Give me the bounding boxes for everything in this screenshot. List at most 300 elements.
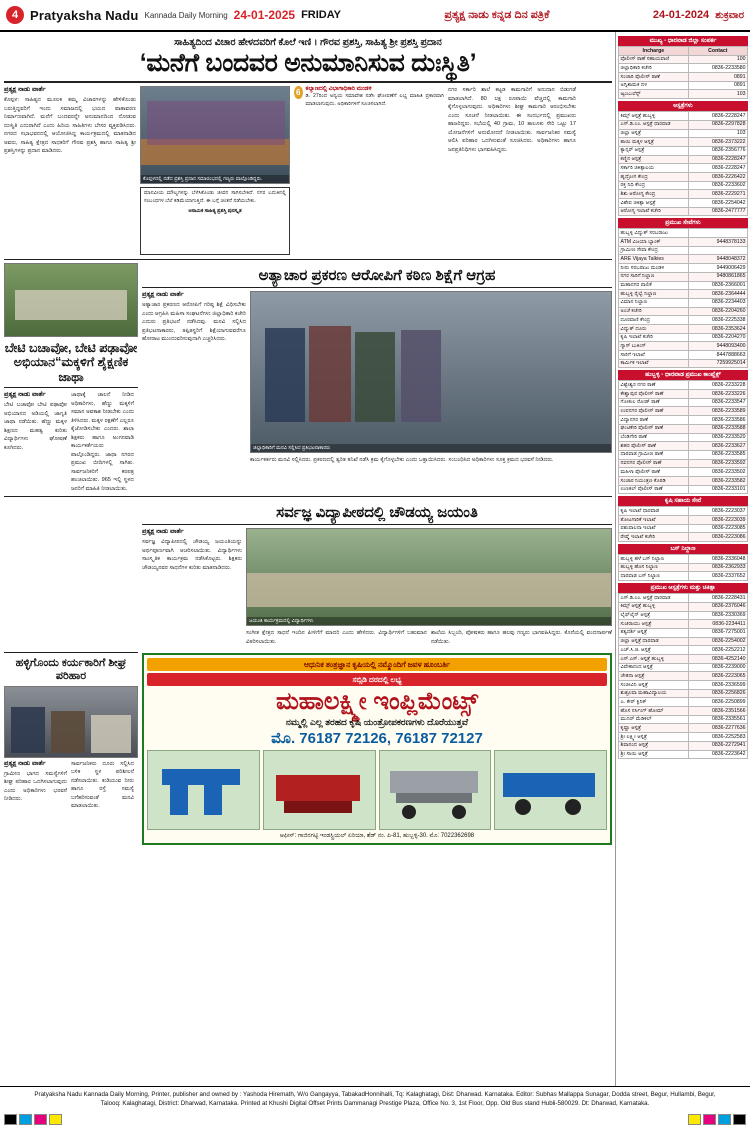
dir-label: ಕೃಷಿ ಇಲಾಖೆ ಕಚೇರಿ <box>619 333 689 342</box>
ad-product-photos <box>147 750 607 830</box>
masthead-day-kannada: ಶುಕ್ರವಾರ <box>715 9 745 21</box>
table-row <box>619 476 748 485</box>
feature-left <box>4 263 138 493</box>
table-row <box>619 424 748 433</box>
reg-swatch-k2 <box>733 1114 746 1125</box>
dir-label: ಹುಬ್ಬಳ್ಳಿ ರೈಲ್ವೆ ನಿಲ್ದಾಣ <box>619 290 689 299</box>
page-body <box>0 32 750 1086</box>
dir-label: ವಿದ್ಯುತ್ ದೂರು <box>619 324 689 333</box>
advertisement[interactable] <box>142 649 612 844</box>
notice-column-2 <box>448 86 576 255</box>
dir-number[interactable]: 0836-7275001 <box>688 628 747 637</box>
dir-number[interactable]: 0836-2228247 <box>688 112 747 121</box>
dir-section-title-2: ಪ್ರಮುಖ ಸೇವೆಗಳು <box>618 218 748 228</box>
table-row <box>619 646 748 655</box>
dir-label: ARE Vijaya Talkies <box>619 255 689 264</box>
dir-label: ಸಂಜೀವಿನಿ ಆಸ್ಪತ್ರೆ <box>619 681 689 690</box>
dir-label: ಅಂಚೆ ಕಚೇರಿ <box>619 307 689 316</box>
dir-number[interactable]: 103 <box>688 90 747 99</box>
dir-label: ಸಂಚಾರಿ ಪೊಲೀಸ್ ಠಾಣೆ <box>619 73 689 82</box>
table-row <box>619 190 748 199</box>
table-row <box>619 620 748 629</box>
dir-label: ತಾಯಿ ಮಕ್ಕಳ ಆಸ್ಪತ್ರೆ <box>619 138 689 147</box>
table-row <box>619 272 748 281</box>
table-row <box>619 750 748 759</box>
paper-subtitle: Kannada Daily Morning <box>144 10 228 20</box>
lead-headline: ‘ಮನೆಗೆ ಬಂದವರ ಅನುಮಾನಿಸುವ ದುಃಸ್ಥಿತಿ’ <box>139 49 477 77</box>
imprint-footer: Pratyaksha Nadu Kannada Daily Morning, Printer, publisher and owned by : Yashoda Hiremath, W/o Gangayya, TabakadHonnihalli, Tq: Kalaghatagi, Dist: Dharwad. Karnataka. Editor: Subhas Mallappa Sunagar, Dodda street, Begur, Hullambi, Begur, Talooq: Kalaghatagi, District: Dharwad, Karnataka. Printed at Khushi Digital Offset Prints Dammanagi Prestige Plaza, Office No. 3, 1st Floor, Opp. Old Bus stand Hubli-580029. Dt: Dharwad, Karnataka. <box>0 1086 750 1113</box>
table-row <box>619 359 748 368</box>
feature-left-text-2: ಜಾಥಾಕ್ಕೆ ಚಾಲನೆ ನೀಡಿದ ಅಧಿಕಾರಿಗಳು, ಹೆಣ್ಣು ಮಕ್ಕಳಿಗೆ ಸಮಾನ ಅವಕಾಶ ನೀಡಬೇಕು ಎಂದು ತಿಳಿಸಿದರು. ಮಕ್ಕಳ ರಕ್ಷಣೆಗೆ ಎಲ್ಲರೂ ಕೈಜೋಡಿಸಬೇಕು ಎಂದರು. ಶಾಲಾ ಶಿಕ್ಷಕರು ಹಾಗೂ ಅಂಗನವಾಡಿ ಕಾರ್ಯಕರ್ತೆಯರು ಪಾಲ್ಗೊಂಡಿದ್ದರು. ಜಾಥಾ ನಗರದ ಪ್ರಮುಖ ಬೀದಿಗಳಲ್ಲಿ ಸಾಗಿತು. ಸಾರ್ವಜನಿಕರಿಗೆ ಕರಪತ್ರ ಹಂಚಲಾಯಿತು. 965 ಇಲ್ಲಿ ಸ್ಥಳದ ಜನರಿಗೆ ಮಾಹಿತಿ ನೀಡಲಾಯಿತು. <box>71 392 134 492</box>
notice-column <box>294 86 444 255</box>
table-row <box>619 381 748 390</box>
ad-strip-subsidy: ಸಬ್ಸಿಡಿ ದರದಲ್ಲಿ ಲಭ್ಯ <box>147 673 607 686</box>
dir-label: ನವನಗರ ಪೊಲೀಸ್ ಠಾಣೆ <box>619 459 689 468</box>
table-row <box>619 398 748 407</box>
dir-label: ದೂರವಾಣಿ ಕೇಂದ್ರ <box>619 316 689 325</box>
table-row <box>619 307 748 316</box>
story-4-text-2: ಸಾರ್ವಜನಿಕರು ದೂರು ಸಲ್ಲಿಸಿದ ಬಳಿಕ ಸ್ಥಳ ಪರಿಶೀಲನೆ ನಡೆಸಲಾಯಿತು. ಕುಡಿಯುವ ನೀರು ಹಾಗೂ ರಸ್ತೆ ಸಮಸ್ಯೆ ಬಗೆಹರಿಸುವಂತೆ ಮನವಿ ಮಾಡಲಾಯಿತು. <box>71 760 134 810</box>
dir-label: ರೇಷ್ಮೆ ಇಲಾಖೆ ಕಚೇರಿ <box>619 533 689 542</box>
story-3-text-3: ಶಾಲೆಯ ಸಿಬ್ಬಂದಿ, ಪೋಷಕರು ಹಾಗೂ ಹಲವು ಗಣ್ಯರು ಭಾಗವಹಿಸಿದ್ದರು. ಕೊನೆಯಲ್ಲಿ ವಂದನಾರ್ಪಣೆ ನಡೆಯಿತು. <box>431 630 612 645</box>
table-row <box>619 342 748 351</box>
dir-label: ಮುನಿರ್ ಮೆಡಿಕಲ್ <box>619 715 689 724</box>
reg-swatch-k <box>4 1114 17 1125</box>
dir-section-title-5: ಬಸ್ ನಿಲ್ದಾಣ <box>618 544 748 554</box>
dir-number[interactable]: 0836-2364444 <box>688 290 747 299</box>
lead-photo-caption: ಕೊಪ್ಪಳದಲ್ಲಿ ನಡೆದ ಪ್ರಶಸ್ತಿ ಪ್ರದಾನ ಸಮಾರಂಭದಲ್ಲಿ ಗಣ್ಯರು ಪಾಲ್ಗೊಂಡಿದ್ದರು. <box>141 175 289 183</box>
dir-number[interactable]: 0836-2252583 <box>688 733 747 742</box>
notice-badge: 6 <box>294 86 303 99</box>
dir-label: ಗ್ಯಾಸ್ ಬುಕಿಂಗ್ <box>619 342 689 351</box>
story-4-text-1: ಗ್ರಾಮೀಣ ಭಾಗದ ಸಮಸ್ಯೆಗಳಿಗೆ ಶೀಘ್ರ ಪರಿಹಾರ ಒದಗಿಸಲಾಗುವುದು ಎಂದು ಅಧಿಕಾರಿಗಳು ಭರವಸೆ ನೀಡಿದರು. <box>4 770 67 803</box>
story-3-photo <box>246 528 612 626</box>
table-row <box>619 120 748 129</box>
story-2-photo-caption: ಜಿಲ್ಲಾಧಿಕಾರಿಗೆ ಮನವಿ ಸಲ್ಲಿಸಿದ ಪ್ರತಿಭಟನಾಕಾರರು <box>251 444 611 452</box>
paper-title-kannada: ಪ್ರತ್ಯಕ್ಷ ನಾಡು ಕನ್ನಡ ದಿನ ಪತ್ರಿಕೆ <box>444 8 550 21</box>
dir-label: ಕಾರ್ಮಿಕ ಇಲಾಖೆ <box>619 359 689 368</box>
dir-number[interactable]: 0836-2233627 <box>688 442 747 451</box>
dir-table-5 <box>618 554 748 581</box>
table-row <box>619 507 748 516</box>
table-row <box>619 324 748 333</box>
dir-number[interactable]: 0836-2250899 <box>688 698 747 707</box>
lead-column-1 <box>4 86 136 255</box>
ad-photo-rotavator <box>263 750 376 830</box>
table-row <box>619 516 748 525</box>
table-row <box>619 55 748 64</box>
dir-number[interactable] <box>688 246 747 255</box>
table-row <box>619 485 748 494</box>
dir-number[interactable]: 0836-2366001 <box>688 281 747 290</box>
dir-number[interactable]: 0836-2204260 <box>688 307 747 316</box>
lead-photo-column <box>140 86 290 255</box>
dir-label: ಶ್ರೀ ಲಕ್ಷ್ಮೀ ಆಸ್ಪತ್ರೆ <box>619 733 689 742</box>
dir-number[interactable]: 0836-2239000 <box>688 663 747 672</box>
story-2-text-1: ಅತ್ಯಾಚಾರ ಪ್ರಕರಣದ ಆರೋಪಿಗೆ ಗರಿಷ್ಠ ಶಿಕ್ಷೆ ವಿಧಿಸಬೇಕು ಎಂದು ಆಗ್ರಹಿಸಿ ಮಹಿಳಾ ಸಂಘಟನೆಗಳು ಜಿಲ್ಲಾಧಿಕಾರಿ ಕಚೇರಿ ಎದುರು ಪ್ರತಿಭಟನೆ ನಡೆಸಿದವು. ಮನವಿ ಸಲ್ಲಿಸಿದ ಪ್ರತಿಭಟನಾಕಾರರು, ತಪ್ಪಿತಸ್ಥರಿಗೆ ಶಿಕ್ಷೆಯಾಗುವವರೆಗೂ ಹೋರಾಟ ಮುಂದುವರಿಸುವುದಾಗಿ ಎಚ್ಚರಿಸಿದರು. <box>142 302 246 343</box>
lead-kicker: ಸಾಹಿತ್ಯದಿಂದ ವಿಚಾರ ಹೇಳದವರಿಗೆ ಕೊಲೆ ಇಣಿ । ಗೌರವ ಪ್ರಶಸ್ತಿ, ಸಾಹಿತ್ಯ ಶ್ರೀ ಪ್ರಶಸ್ತಿ ಪ್ರದಾನ <box>174 37 442 48</box>
dir-label: ಕ್ಯಾನ್ಸರ್ ಆಸ್ಪತ್ರೆ <box>619 146 689 155</box>
ad-strip-top: ಆಧುನಿಕ ತಂತ್ರಜ್ಞಾನ ಕೃಷಿಯಲ್ಲಿ ನಮ್ಮೊಂದಿಗೆ ಜವಳ ಹೂಂಬರ್ತಿ <box>147 658 607 671</box>
ad-title: ಮಹಾಲಕ್ಷ್ಮೀ ಇಂಪ್ಲಿಮೆಂಟ್ಸ್ <box>275 688 479 716</box>
dir-label: ಉಣಕಲ್ ಪೊಲೀಸ್ ಠಾಣೆ <box>619 485 689 494</box>
dir-number[interactable]: 0836-2336048 <box>688 555 747 564</box>
masthead-day: FRIDAY <box>301 9 341 21</box>
dir-number[interactable]: 0836-2362933 <box>688 563 747 572</box>
dir-label: ಪೊಲೀಸ್ ಠಾಣೆ ಸಹಾಯವಾಣಿ <box>619 55 689 64</box>
dir-label: ಜಿಲ್ಲಾ ಆಸ್ಪತ್ರೆ <box>619 129 689 138</box>
dir-number[interactable]: 0836-2204270 <box>688 333 747 342</box>
dir-label: ಮಹಾನಗರ ಪಾಲಿಕೆ <box>619 281 689 290</box>
dir-label: ತತ್ವದರ್ಶಿ ಆಸ್ಪತ್ರೆ <box>619 628 689 637</box>
dir-label: ಆರೋಗ್ಯ ಇಲಾಖೆ ಕಚೇರಿ <box>619 207 689 216</box>
feature-left-byline: ಪ್ರತ್ಯಕ್ಷ ನಾಡು ವಾರ್ತೆ <box>4 391 46 399</box>
dir-number[interactable]: 0836-2233547 <box>688 398 747 407</box>
dir-number[interactable]: 0836-2335561 <box>688 715 747 724</box>
dir-number[interactable]: 0836-2254042 <box>688 199 747 208</box>
dir-label: ಎ. ಕೇರ್ ಕ್ಲಿನಿಕ್ <box>619 698 689 707</box>
table-row <box>619 594 748 603</box>
table-row <box>619 555 748 564</box>
dir-table-4 <box>618 506 748 542</box>
dir-label: ಹುಬ್ಬಳ್ಳಿ ಹೊಸ ನಿಲ್ದಾಣ <box>619 563 689 572</box>
dir-label: ಹುಬ್ಬಳ್ಳಿ ಹಳೆ ಬಸ್ ನಿಲ್ದಾಣ <box>619 555 689 564</box>
lead-text-1: ಕೊಪ್ಪಳ: ಸಾಹಿತ್ಯದ ಮೂಲಕ ತಮ್ಮ ವಿಚಾರಗಳನ್ನು ಹೇಳಿಕೊಂಡು ಬರುತ್ತಿದ್ದವರಿಗೆ ಇಂದು ಸಮಾಜದಲ್ಲಿ ಭಯದ ವಾತಾವರಣ ನಿರ್ಮಾಣವಾಗಿದೆ. ಮನೆಗೆ ಬಂದವರನ್ನೇ ಅನುಮಾನದಿಂದ ನೋಡುವ ದುಃಸ್ಥಿತಿ ಎದುರಾಗಿದೆ ಎಂದು ಹಿರಿಯ ಸಾಹಿತಿಗಳು ಬೇಸರ ವ್ಯಕ್ತಪಡಿಸಿದರು. ನಗರದ ಸಭಾಭವನದಲ್ಲಿ ಆಯೋಜಿಸಿದ್ದ ಕಾರ್ಯಕ್ರಮದಲ್ಲಿ ಮಾತನಾಡಿದ ಅವರು, ಸಾಹಿತ್ಯ ಕ್ಷೇತ್ರದ ಸಾಧಕರಿಗೆ ಗೌರವ ಪ್ರಶಸ್ತಿ ಹಾಗೂ ಸಾಹಿತ್ಯ ಶ್ರೀ ಪ್ರಶಸ್ತಿಗಳನ್ನು ಪ್ರದಾನ ಮಾಡಿದರು. <box>4 97 136 154</box>
table-row <box>619 181 748 190</box>
dir-number[interactable] <box>688 229 747 238</box>
dir-label: ನಗರ ಸಾರಿಗೆ ನಿಲ್ದಾಣ <box>619 272 689 281</box>
dir-number[interactable]: 0836-2373222 <box>688 138 747 147</box>
table-row <box>619 81 748 90</box>
dir-number[interactable]: 0891 <box>688 81 747 90</box>
dir-number[interactable]: 0836-2233588 <box>688 424 747 433</box>
lead-byline: ಪ್ರತ್ಯಕ್ಷ ನಾಡು ವಾರ್ತೆ <box>4 86 46 93</box>
dir-number[interactable]: 0836-2272941 <box>688 741 747 750</box>
table-row <box>619 146 748 155</box>
story-3-text-1: ಸರ್ವಜ್ಞ ವಿದ್ಯಾಪೀಠದಲ್ಲಿ ಚೌಡಯ್ಯ ಜಯಂತಿಯನ್ನು ಅರ್ಥಪೂರ್ಣವಾಗಿ ಆಚರಿಸಲಾಯಿತು. ವಿದ್ಯಾರ್ಥಿಗಳು ಸಾಂಸ್ಕೃತಿಕ ಕಾರ್ಯಕ್ರಮ ನಡೆಸಿಕೊಟ್ಟರು. ಶಿಕ್ಷಕರು ಚೌಡಯ್ಯನವರ ಸಾಧನೆಗಳ ಕುರಿತು ಮಾತನಾಡಿದರು. <box>142 539 242 571</box>
masthead-date-kannada: 24-01-2024 <box>652 9 710 21</box>
dir-label: ಜಿಲ್ಲಾ ಆಸ್ಪತ್ರೆ ಧಾರವಾಡ <box>619 637 689 646</box>
dir-number[interactable]: 0836-2233592 <box>688 459 747 468</box>
dir-number[interactable]: 0836-2233520 <box>688 433 747 442</box>
dir-label: ಹುಬ್ಬಳ್ಳಿ ವಿದ್ಯುತ್ ಸರಬರಾಜು <box>619 229 689 238</box>
dir-number[interactable]: 0836-2233502 <box>688 468 747 477</box>
dir-number[interactable]: 0836-2233580 <box>688 64 747 73</box>
dir-label: ಕೃಷ್ಣಾ ಆಸ್ಪತ್ರೆ <box>619 724 689 733</box>
dir-number[interactable]: 0836-2233585 <box>688 450 747 459</box>
dir-label: ಶ್ರೀ ಸಾಯಿ ಆಸ್ಪತ್ರೆ <box>619 750 689 759</box>
table-row <box>619 246 748 255</box>
feature-left-photo <box>4 263 138 337</box>
dir-number[interactable]: 0836-2337652 <box>688 572 747 581</box>
dir-label: ಕಣ್ಣಿನ ಆಸ್ಪತ್ರೆ <box>619 155 689 164</box>
ad-photo-plough <box>147 750 260 830</box>
dir-section-title-4: ಕೃಷಿ ಸಹಾಯ ಸೇವೆ <box>618 496 748 506</box>
dir-number[interactable]: 0836-4252140 <box>688 654 747 663</box>
story-3-spacer-left <box>4 500 138 646</box>
story-2-photo <box>250 291 612 453</box>
dir-number[interactable]: 0836-2234411 <box>688 620 747 629</box>
table-row <box>619 707 748 716</box>
registration-bar <box>0 1113 750 1127</box>
dir-number[interactable]: 0836-2252212 <box>688 646 747 655</box>
reg-swatch-y <box>49 1114 62 1125</box>
editorial-area <box>0 32 615 1086</box>
dir-number[interactable]: 0836-2223039 <box>688 516 747 525</box>
table-row <box>619 433 748 442</box>
table-row <box>619 689 748 698</box>
table-row <box>619 663 748 672</box>
dir-number[interactable]: 9449006429 <box>688 264 747 273</box>
dir-number[interactable]: 0836-2277636 <box>688 724 747 733</box>
feature-left-text-1: ಬೇಟಿ ಬಚಾವೋ ಬೇಟಿ ಪಢಾವೋ ಅಭಿಯಾನದ ಅಡಿಯಲ್ಲಿ ಜಾಗೃತಿ ಜಾಥಾ ನಡೆಯಿತು. ಹೆಣ್ಣು ಮಕ್ಕಳ ಶಿಕ್ಷಣದ ಮಹತ್ವ ಕುರಿತು ವಿದ್ಯಾರ್ಥಿಗಳು ಘೋಷಣೆ ಕೂಗಿದರು. <box>4 402 67 451</box>
masthead <box>0 0 750 32</box>
dir-label: ಶುಶ್ರೂಷಾ ಮಹಾವಿದ್ಯಾಲಯ <box>619 689 689 698</box>
table-row <box>619 281 748 290</box>
dir-number[interactable]: 0836-2234403 <box>688 298 747 307</box>
table-row <box>619 390 748 399</box>
dir-number[interactable]: 0836-2228431 <box>688 594 747 603</box>
dir-label: ಗೋಕುಲ ರೋಡ್ ಠಾಣೆ <box>619 398 689 407</box>
dir-label: ಸುಚಿರಾಯು ಆಸ್ಪತ್ರೆ <box>619 620 689 629</box>
table-row <box>619 468 748 477</box>
table-row <box>619 172 748 181</box>
dir-number[interactable]: 0836-2351566 <box>688 707 747 716</box>
story-4-headline: ಹಳ್ಳಿಗೊಂದು ಕರ್ಯಕಾರಿಗೆ ಶೀಘ್ರ ಪರಿಹಾರ <box>15 657 127 683</box>
table-row <box>619 316 748 325</box>
dir-label: ಜಿಲ್ಲಾಧಿಕಾರಿ ಕಚೇರಿ <box>619 64 689 73</box>
story-3-byline: ಪ್ರತ್ಯಕ್ಷ ನಾಡು ವಾರ್ತೆ <box>142 528 184 536</box>
dir-number[interactable]: 0836-2223642 <box>688 750 747 759</box>
dir-number[interactable]: 0836-2233101 <box>688 485 747 494</box>
dir-label: ಶಿವಾನಂದ ಆಸ್ಪತ್ರೆ <box>619 741 689 750</box>
dir-colhead-incharge: Incharge <box>619 47 689 56</box>
dir-label: ಸಾರಿಗೆ ಇಲಾಖೆ <box>619 351 689 360</box>
dir-number[interactable]: 0836-2353624 <box>688 324 747 333</box>
notice-column-text: ನಗರ ಸರ್ಕಾರಿ ಶಾಲೆ ಕಟ್ಟಡ ಕಾಮಗಾರಿಗೆ ಅನುದಾನ ಬಿಡುಗಡೆ ಮಾಡಲಾಗಿದೆ. 80 ಲಕ್ಷ ರೂಪಾಯಿ ವೆಚ್ಚದಲ್ಲಿ ಕಾಮಗಾರಿ ಕೈಗೊಳ್ಳಲಾಗುವುದು. ಅಧಿಕಾರಿಗಳು ಶೀಘ್ರ ಕಾಮಗಾರಿ ಆರಂಭಿಸಬೇಕು ಎಂದು ಸೂಚನೆ ನೀಡಲಾಯಿತು. ಈ ಸಂದರ್ಭದಲ್ಲಿ ಪ್ರಮುಖರು ಹಾಜರಿದ್ದರು. ಸಭೆಯಲ್ಲಿ 40 ಗ್ರಾಮ, 10 ತಾಲೂಕು ಸೇರಿ ಒಟ್ಟು 17 ಯೋಜನೆಗಳಿಗೆ ಅನುಮೋದನೆ ನೀಡಲಾಯಿತು. ಸಾರ್ವಜನಿಕರ ಸಮಸ್ಯೆ ಆಲಿಸಿ ಪರಿಹಾರ ಒದಗಿಸುವಂತೆ ಸೂಚಿಸಿದರು. ಅಧಿಕಾರಿಗಳು ಹಾಗೂ ಜನಪ್ರತಿನಿಧಿಗಳು ಭಾಗವಹಿಸಿದ್ದರು. <box>448 87 576 153</box>
dir-number[interactable]: 0836-2229271 <box>688 190 747 199</box>
dir-number[interactable]: 9448093400 <box>688 342 747 351</box>
dir-label: ಕೃಷಿ ಇಲಾಖೆ ಧಾರವಾಡ <box>619 507 689 516</box>
masthead-date: 24-01-2025 <box>233 8 296 22</box>
dir-number[interactable]: 0836-2223037 <box>688 507 747 516</box>
dir-label: ಸಂಚಾರ ನಿಯಂತ್ರಣ ಕೊಠಡಿ <box>619 476 689 485</box>
table-row <box>619 741 748 750</box>
table-row <box>619 602 748 611</box>
table-row <box>619 524 748 533</box>
dir-number[interactable]: 0836-2297828 <box>688 120 747 129</box>
table-row <box>619 681 748 690</box>
dir-number[interactable]: 0836-2233589 <box>688 407 747 416</box>
story-2 <box>142 263 612 493</box>
paper-title: Pratyaksha Nadu <box>30 7 139 23</box>
dir-label: ಕೇಶ್ವಾಪುರ ಪೊಲೀಸ್ ಠಾಣೆ <box>619 390 689 399</box>
table-row <box>619 129 748 138</box>
dir-label: ಉಪನಗರ ಪೊಲೀಸ್ ಠಾಣೆ <box>619 407 689 416</box>
dir-label: ನೀರು ಸರಬರಾಜು ಮಂಡಳಿ <box>619 264 689 273</box>
table-row <box>619 572 748 581</box>
dir-number[interactable]: 0836-2228247 <box>688 155 747 164</box>
dir-label: ವಿಶೇಷ ಚಿಕಿತ್ಸಾ ಆಸ್ಪತ್ರೆ <box>619 199 689 208</box>
story-4-photo <box>4 686 138 758</box>
table-row <box>619 450 748 459</box>
feature-left-headline: ಬೇಟಿ ಬಚಾವೋ, ಬೇಟಿ ಪಢಾವೋ ಅಭಿಯಾನ“ಮಕ್ಕಳಿಗೆ ಶೈಕ್ಷಣಿಕ ಜಾಥಾ <box>4 341 138 384</box>
dir-label: ಧಾರವಾಡ ಬಸ್ ನಿಲ್ದಾಣ <box>619 572 689 581</box>
side-note-box <box>140 187 290 255</box>
table-row <box>619 672 748 681</box>
table-row <box>619 654 748 663</box>
story-2-byline: ಪ್ರತ್ಯಕ್ಷ ನಾಡು ವಾರ್ತೆ <box>142 291 184 299</box>
dir-label: ಪಶುಪಾಲನಾ ಇಲಾಖೆ <box>619 524 689 533</box>
table-row <box>619 155 748 164</box>
table-row <box>619 333 748 342</box>
reg-swatch-c <box>19 1114 32 1125</box>
dir-number[interactable]: 0836-2356776 <box>688 146 747 155</box>
dir-number[interactable]: 0836-2228247 <box>688 164 747 173</box>
dir-number[interactable]: 0836-2226422 <box>688 172 747 181</box>
dir-label: ವಿವೇಕಾನಂದ ಆಸ್ಪತ್ರೆ <box>619 663 689 672</box>
dir-number[interactable]: 0836-2233582 <box>688 476 747 485</box>
story-3-headline: ಸರ್ವಜ್ಞ ವಿದ್ಯಾಪೀಠದಲ್ಲಿ ಚೌಡಯ್ಯ ಜಯಂತಿ <box>276 504 478 522</box>
reg-swatch-m <box>34 1114 47 1125</box>
table-row <box>619 637 748 646</box>
dir-label: ಧಾರವಾಡ ಗ್ರಾಮೀಣ ಠಾಣೆ <box>619 450 689 459</box>
table-row <box>619 459 748 468</box>
dir-number[interactable]: 8447888663 <box>688 351 747 360</box>
dir-table-6 <box>618 593 748 759</box>
ad-photo-trailer <box>494 750 607 830</box>
dir-label: ಗ್ರಾಮೀಣ ಸೇವಾ ಕೇಂದ್ರ <box>619 246 689 255</box>
page-number-badge: 4 <box>6 6 24 24</box>
dir-label: ಸರ್ಕಾರಿ ಚಿಕಿತ್ಸಾಲಯ <box>619 164 689 173</box>
dir-number[interactable]: 0836-2233602 <box>688 181 747 190</box>
dir-number[interactable]: 0836-2225338 <box>688 316 747 325</box>
dir-number[interactable]: 0836-2330369 <box>688 611 747 620</box>
dir-number[interactable]: 0836-2477777 <box>688 207 747 216</box>
dir-number[interactable]: 9448048372 <box>688 255 747 264</box>
table-row <box>619 255 748 264</box>
table-row <box>619 351 748 360</box>
dir-label: ಹೊಸ ನರ್ಸಿಂಗ್ ಹೋಮ್ <box>619 707 689 716</box>
story-3-photo-caption: ಜಯಂತಿ ಕಾರ್ಯಕ್ರಮದಲ್ಲಿ ವಿದ್ಯಾರ್ಥಿಗಳು <box>247 617 611 625</box>
dir-number[interactable]: 0836-2233586 <box>688 416 747 425</box>
dir-label: ATM ವಿಜಯಾ ಬ್ಯಾಂಕ್ <box>619 238 689 247</box>
dir-label: ಲೈಫ್‌ಲೈನ್ ಆಸ್ಪತ್ರೆ <box>619 611 689 620</box>
dir-number[interactable]: 0836-2256826 <box>688 689 747 698</box>
dir-label: ಹೃದ್ರೋಗ ಕೇಂದ್ರ <box>619 172 689 181</box>
notice-title: ಕಲ್ಯಾಣದಲ್ಲಿ ವಿಭಾಗಾಧಿಕಾರಿ ಮಂಡಳಿ <box>305 86 372 92</box>
dir-label: ಎಸ್.ಎಸ್. ಆಸ್ಪತ್ರೆ ಹುಬ್ಬಳ್ಳಿ <box>619 654 689 663</box>
dir-label: ಶಿಶು ಆರೋಗ್ಯ ಕೇಂದ್ರ <box>619 190 689 199</box>
notice-text: ಡಿ. 27ರಿಂದ ಅನ್ವಯ ಸಮಾವೇಶ ನಡೆಸಿ ಘೋಷಣೆಗೆ ಲಭ್ಯ ಮಾಹಿತಿ ಪ್ರಕಾರವಾಗಿ ಮಾಡಲಾಗುವುದು. ಅಧಿಕಾರಿಗಳಿಗೆ ಸೂಚಿಸಲಾಗಿದೆ. <box>305 93 444 107</box>
dir-label: ತೋಟಗಾರಿಕೆ ಇಲಾಖೆ <box>619 516 689 525</box>
table-row <box>619 164 748 173</box>
dir-label: ಎಸ್.ಡಿ.ಎಂ. ಆಸ್ಪತ್ರೆ ಧಾರವಾಡ <box>619 120 689 129</box>
dir-number[interactable]: 7259925014 <box>688 359 747 368</box>
dir-number[interactable]: 9448378133 <box>688 238 747 247</box>
story-4 <box>4 649 138 844</box>
side-note-caption: ಅನಾಮಿಕ ಸಾಹಿತ್ಯ ಪ್ರಶಸ್ತಿ ಪುರಸ್ಕೃತ <box>188 207 242 214</box>
dir-section-title-0: ಮುಖ್ಯ - ಧಾರವಾಡ ಜಿಲ್ಲಾ ಸಂಪರ್ಕ <box>618 36 748 46</box>
reg-swatch-m2 <box>703 1114 716 1125</box>
dir-section-title-1: ಆಸ್ಪತ್ರೆಗಳು <box>618 101 748 111</box>
table-row <box>619 533 748 542</box>
story-3 <box>142 500 612 646</box>
dir-number[interactable]: 0836-2233228 <box>688 381 747 390</box>
table-row <box>619 407 748 416</box>
reg-swatch-c2 <box>718 1114 731 1125</box>
table-row <box>619 73 748 82</box>
dir-number[interactable]: 0836-2223065 <box>688 672 747 681</box>
dir-number[interactable]: 0891 <box>688 73 747 82</box>
table-row <box>619 563 748 572</box>
dir-number[interactable]: 0836-2254002 <box>688 637 747 646</box>
dir-label: ಘಂಟಿಕೇರಿ ಪೊಲೀಸ್ ಠಾಣೆ <box>619 424 689 433</box>
dir-label: ಎಸ್.ಡಿ.ಎಂ. ಆಸ್ಪತ್ರೆ ಧಾರವಾಡ <box>619 594 689 603</box>
dir-label: ಬೆಂಡಿಗೇರಿ ಠಾಣೆ <box>619 433 689 442</box>
dir-number[interactable]: 0836-2376046 <box>688 602 747 611</box>
directory-panel <box>615 32 750 1086</box>
ad-phone[interactable]: ಮೊ. 76187 72126, 76187 72127 <box>271 729 483 747</box>
dir-label: ಶಹರ ಪೊಲೀಸ್ ಠಾಣೆ <box>619 442 689 451</box>
dir-number[interactable]: 103 <box>688 129 747 138</box>
dir-number[interactable]: 0836-2233226 <box>688 390 747 399</box>
table-row <box>619 416 748 425</box>
table-row <box>619 112 748 121</box>
dir-number[interactable]: 0836-2223086 <box>688 533 747 542</box>
dir-table-3 <box>618 380 748 494</box>
table-row <box>619 138 748 147</box>
table-row <box>619 298 748 307</box>
ad-address: ಆಫೀಸ್: ಗಾಜಿನಗಟ್ಟಿ ಇಂಡಸ್ಟ್ರಿಯಲ್ ಏರಿಯಾ, ಶೆಡ್ ನಂ. ಪಿ-81, ಹುಬ್ಬಳ್ಳಿ-30. ಮೊ: 7022362698 <box>279 832 475 839</box>
dir-label: ಆ್ಯಂಬುಲೆನ್ಸ್ <box>619 90 689 99</box>
dir-label: ಎಚ್.ಸಿ.ಜಿ. ಆಸ್ಪತ್ರೆ <box>619 646 689 655</box>
dir-number[interactable]: 9480861865 <box>688 272 747 281</box>
dir-colhead-contact: Contact <box>688 47 747 56</box>
table-row <box>619 442 748 451</box>
table-row <box>619 199 748 208</box>
dir-label: ಕಿಮ್ಸ್ ಆಸ್ಪತ್ರೆ ಹುಬ್ಬಳ್ಳಿ <box>619 602 689 611</box>
ad-subtitle: ನಮ್ಮಲ್ಲಿ ಎಲ್ಲ ತರಹದ ಕೃಷಿ ಯಂತ್ರೋಪಕರಣಗಳು ದೊರೆಯುತ್ತವೆ <box>285 716 469 727</box>
table-row <box>619 229 748 238</box>
dir-label: ವಿಶ್ವೇಶ್ವರ ನಗರ ಠಾಣೆ <box>619 381 689 390</box>
dir-label: ವಿದ್ಯಾನಗರ ಠಾಣೆ <box>619 416 689 425</box>
dir-number[interactable]: 0836-2336599 <box>688 681 747 690</box>
table-row <box>619 207 748 216</box>
table-row <box>619 611 748 620</box>
dir-label: ವಿಮಾನ ನಿಲ್ದಾಣ <box>619 298 689 307</box>
dir-label: ಅಗ್ನಿಶಾಮಕ ದಳ <box>619 81 689 90</box>
dir-label: ಕಿಮ್ಸ್ ಆಸ್ಪತ್ರೆ ಹುಬ್ಬಳ್ಳಿ <box>619 112 689 121</box>
dir-label: ಮಹಿಳಾ ಪೊಲೀಸ್ ಠಾಣೆ <box>619 468 689 477</box>
dir-number[interactable]: 100 <box>688 55 747 64</box>
dir-number[interactable]: 0836-2223085 <box>688 524 747 533</box>
dir-table-0 <box>618 46 748 99</box>
dir-table-1 <box>618 111 748 216</box>
table-row <box>619 628 748 637</box>
dir-label: ಚೇತನಾ ಆಸ್ಪತ್ರೆ <box>619 672 689 681</box>
dir-table-2 <box>618 228 748 368</box>
table-row <box>619 733 748 742</box>
ad-photo-seeder <box>379 750 492 830</box>
side-note-text: ಮಾನವೀಯ ಮೌಲ್ಯಗಳನ್ನು ಬೆಳೆಸಿಕೊಂಡು ಜೀವನ ಸಾಗಿಸಬೇಕಿದೆ. ನಗರ ಬದುಕಿನಲ್ಲಿ ಸಂಬಂಧಗಳ ಬೆಲೆ ಕಡಿಮೆಯಾಗುತ್ತಿದೆ. ಈ ಬಗ್ಗೆ ಚಿಂತನೆ ನಡೆಯಬೇಕು. <box>144 190 286 204</box>
dir-label: ರಕ್ತ ನಿಧಿ ಕೇಂದ್ರ <box>619 181 689 190</box>
table-row <box>619 715 748 724</box>
table-row <box>619 264 748 273</box>
story-4-byline: ಪ್ರತ್ಯಕ್ಷ ನಾಡು ವಾರ್ತೆ <box>4 759 46 767</box>
story-2-text-2: ಕಾರ್ಯಕರ್ತರು ಮನವಿ ಸಲ್ಲಿಸಿದರು. ಪ್ರಕರಣದಲ್ಲಿ ತ್ವರಿತ ತನಿಖೆ ನಡೆಸಿ ಕ್ರಮ ಕೈಗೊಳ್ಳಬೇಕು ಎಂದು ಒತ್ತಾಯಿಸಿದರು. ಸಂಬಂಧಿಸಿದ ಅಧಿಕಾರಿಗಳು ಸೂಕ್ತ ಕ್ರಮದ ಭರವಸೆ ನೀಡಿದರು. <box>250 457 554 464</box>
story-2-headline: ಅತ್ಯಾಚಾರ ಪ್ರಕರಣ ಆರೋಪಿಗೆ ಕಠಿಣ ಶಿಕ್ಷೆಗೆ ಆಗ್ರಹ <box>258 267 496 284</box>
